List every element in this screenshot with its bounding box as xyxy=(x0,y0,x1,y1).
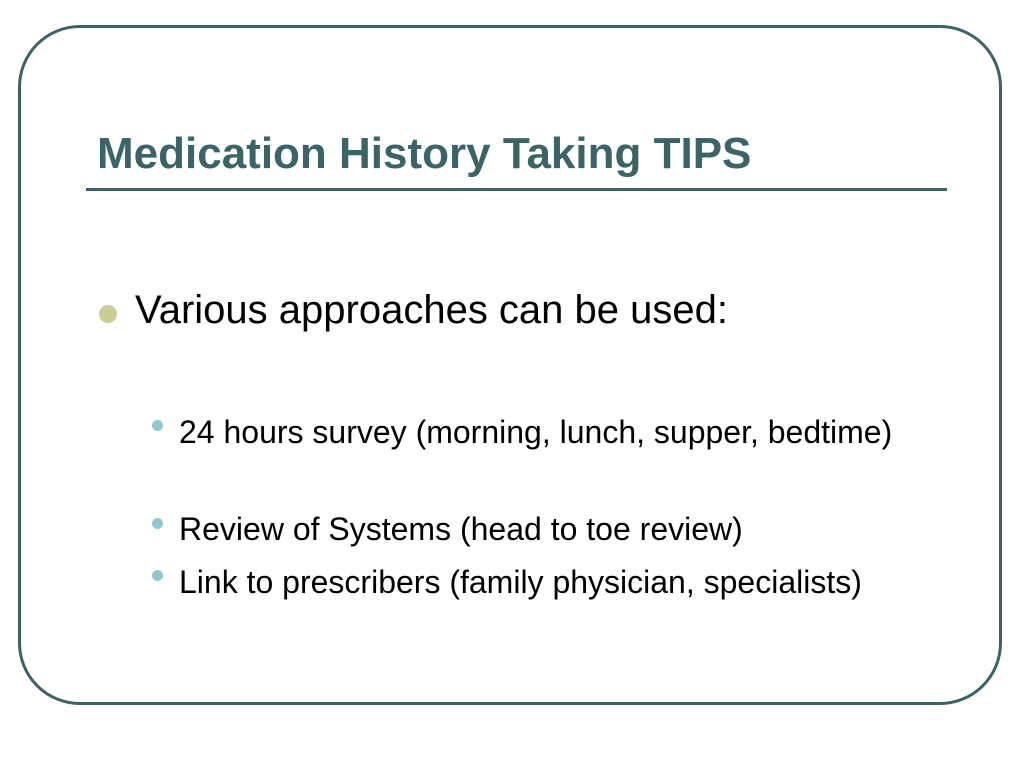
sub-bullet-item: Link to prescribers (family physician, specialists) xyxy=(179,564,862,600)
bullet-level1: Various approaches can be used: xyxy=(135,288,728,332)
sub-bullet-dot-icon xyxy=(152,518,163,529)
sub-bullet-dot-icon xyxy=(152,420,163,431)
slide-title: Medication History Taking TIPS xyxy=(97,129,752,178)
sub-bullet-item: 24 hours survey (morning, lunch, supper, bedtime) xyxy=(179,414,893,450)
sub-bullet-item: Review of Systems (head to toe review) xyxy=(179,511,743,547)
bullet-dot-icon xyxy=(99,305,117,323)
sub-bullet-dot-icon xyxy=(152,570,163,581)
